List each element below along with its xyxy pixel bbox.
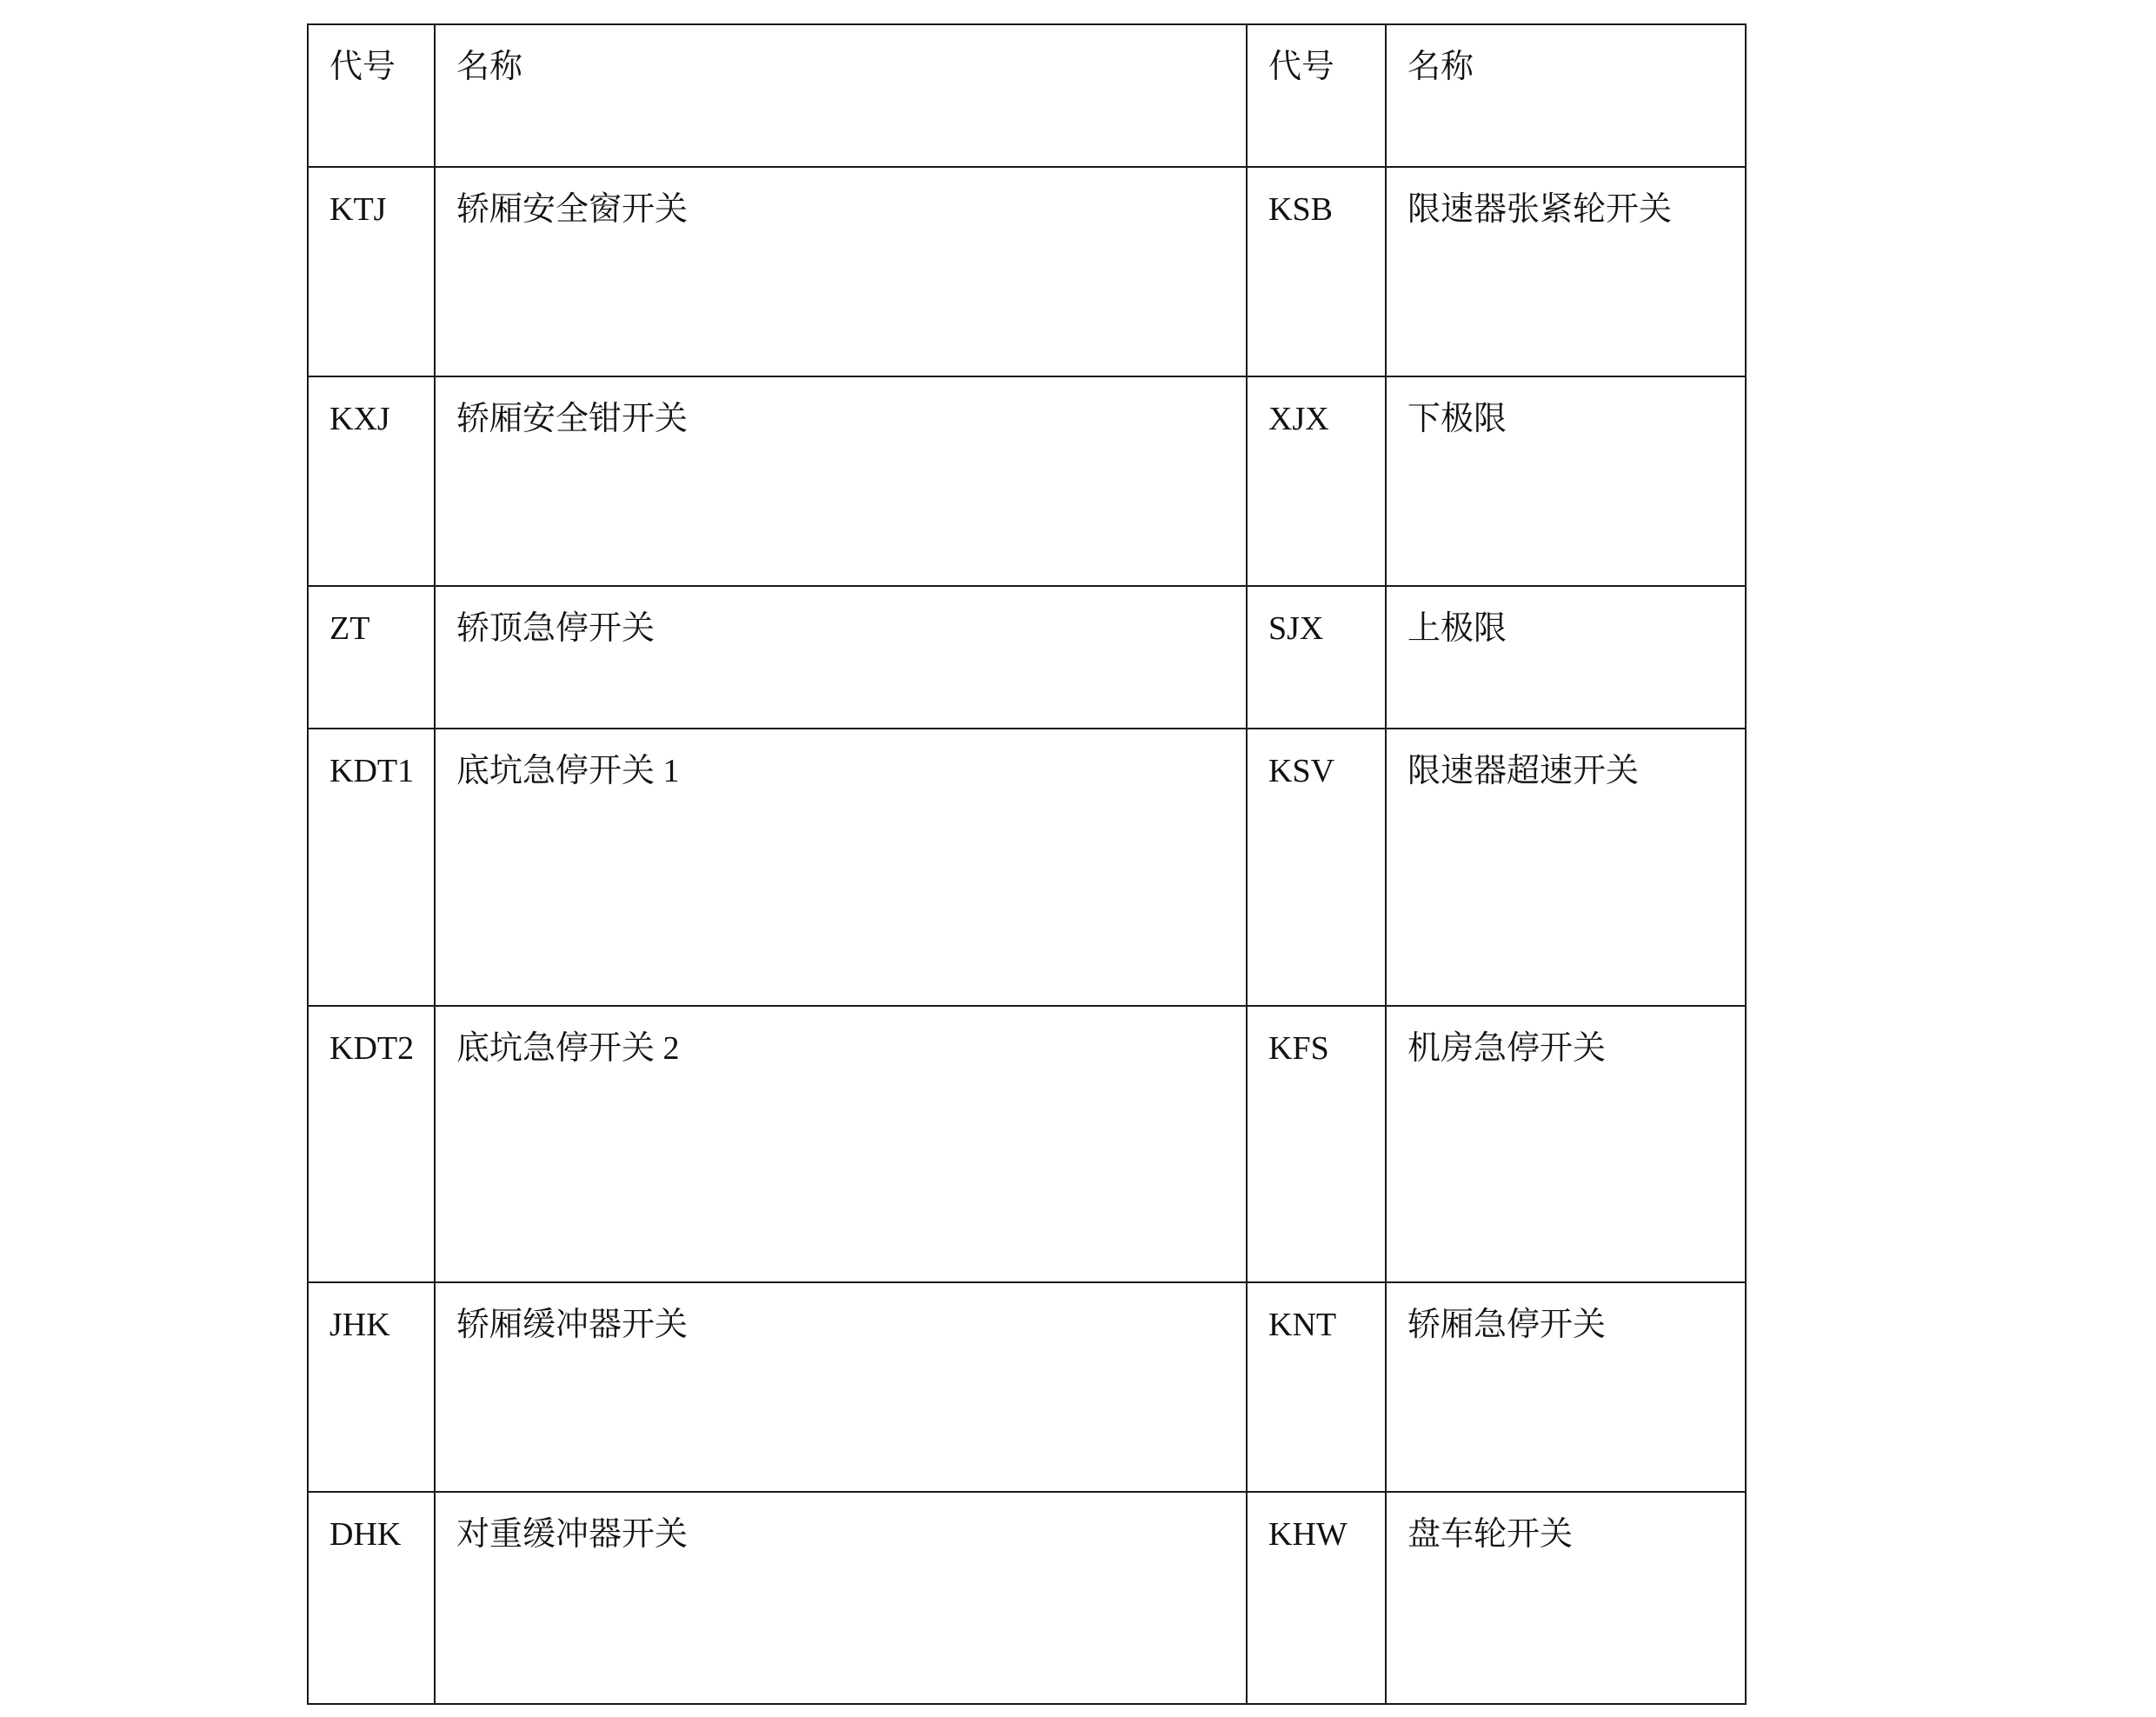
- table-row: [308, 1006, 1746, 1282]
- code-cell: KXJ: [308, 376, 435, 586]
- code-cell: KTJ: [308, 167, 435, 376]
- name-cell: 轿厢安全钳开关: [435, 376, 1247, 586]
- table-row: [308, 1492, 1746, 1704]
- code-cell: KHW: [1247, 1492, 1386, 1704]
- code-cell: SJX: [1247, 586, 1386, 729]
- name-cell: 轿厢安全窗开关: [435, 167, 1247, 376]
- header-code-cell: 代号: [1247, 24, 1386, 167]
- name-cell: 盘车轮开关: [1386, 1492, 1746, 1704]
- name-cell: 对重缓冲器开关: [435, 1492, 1247, 1704]
- name-cell: 轿顶急停开关: [435, 586, 1247, 729]
- header-code-cell: 代号: [308, 24, 435, 167]
- name-cell: 限速器张紧轮开关: [1386, 167, 1746, 376]
- name-cell: 下极限: [1386, 376, 1746, 586]
- table-row: [308, 167, 1746, 376]
- code-table: [307, 23, 1747, 1705]
- name-cell: 底坑急停开关 2: [435, 1006, 1247, 1282]
- code-cell: KDT2: [308, 1006, 435, 1282]
- code-cell: DHK: [308, 1492, 435, 1704]
- code-cell: KSV: [1247, 729, 1386, 1006]
- name-cell: 上极限: [1386, 586, 1746, 729]
- code-cell: KFS: [1247, 1006, 1386, 1282]
- code-cell: ZT: [308, 586, 435, 729]
- code-cell: KSB: [1247, 167, 1386, 376]
- name-cell: 限速器超速开关: [1386, 729, 1746, 1006]
- table-row: [308, 1282, 1746, 1492]
- table-row: [308, 729, 1746, 1006]
- code-cell: JHK: [308, 1282, 435, 1492]
- code-cell: KNT: [1247, 1282, 1386, 1492]
- name-cell: 机房急停开关: [1386, 1006, 1746, 1282]
- table-row: [308, 586, 1746, 729]
- name-cell: 轿厢急停开关: [1386, 1282, 1746, 1492]
- name-cell: 轿厢缓冲器开关: [435, 1282, 1247, 1492]
- header-row: [308, 24, 1746, 167]
- table-row: [308, 376, 1746, 586]
- code-cell: XJX: [1247, 376, 1386, 586]
- header-name-cell: 名称: [1386, 24, 1746, 167]
- name-cell: 底坑急停开关 1: [435, 729, 1247, 1006]
- header-name-cell: 名称: [435, 24, 1247, 167]
- code-cell: KDT1: [308, 729, 435, 1006]
